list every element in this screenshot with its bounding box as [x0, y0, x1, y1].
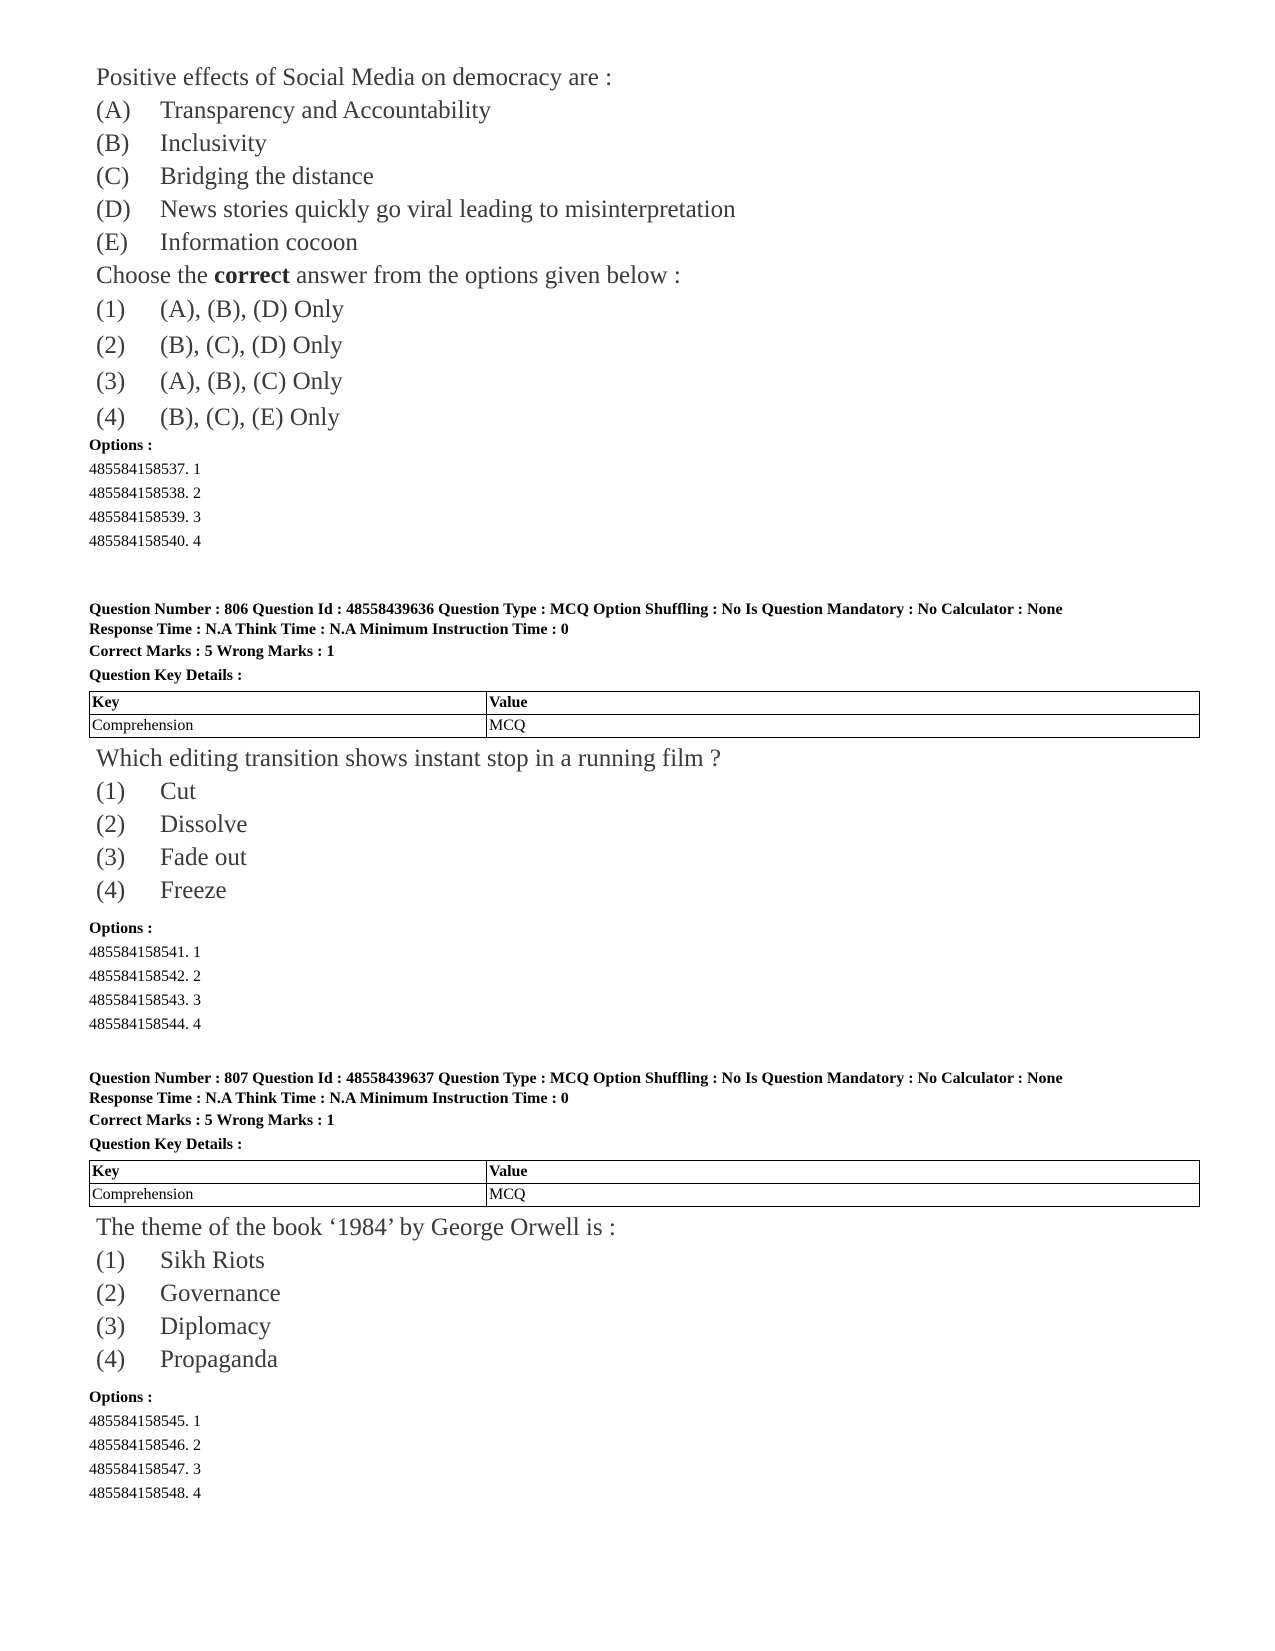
choice-4: (4) (B), (C), (E) Only [96, 404, 340, 431]
question-807-meta [89, 1069, 1063, 1157]
question-meta-line-2: Response Time : N.A Think Time : N.A Minimum Instruction Time : 0 [89, 621, 569, 638]
statement-e: (E) Information cocoon [96, 229, 358, 256]
key-details-heading: Question Key Details : [89, 1136, 243, 1153]
choice-3: (3) Fade out [96, 844, 247, 871]
options-heading: Options : [89, 437, 153, 454]
table-header-row [90, 692, 1200, 715]
question-meta-line-1: Question Number : 807 Question Id : 48558439637 Question Type : MCQ Option Shuffling : No Is Question Mandatory : No Calculator : None [89, 1070, 1063, 1087]
statement-b: (B) Inclusivity [96, 130, 267, 157]
marks-line: Correct Marks : 5 Wrong Marks : 1 [89, 643, 335, 660]
option-item: 485584158539. 3 [89, 509, 201, 526]
table-header-row [90, 1161, 1200, 1184]
table-cell-value: MCQ [487, 715, 1200, 738]
table-header-value: Value [487, 692, 1200, 715]
question-stem: The theme of the book ‘1984’ by George Orwell is : [96, 1214, 616, 1241]
choice-4: (4) Propaganda [96, 1346, 279, 1373]
question-meta-line-2: Response Time : N.A Think Time : N.A Minimum Instruction Time : 0 [89, 1090, 569, 1107]
question-meta-line-1: Question Number : 806 Question Id : 48558439636 Question Type : MCQ Option Shuffling : No Is Question Mandatory : No Calculator : None [89, 601, 1063, 618]
question-stem: Which editing transition shows instant stop in a running film ? [96, 745, 721, 772]
choice-4: (4) Freeze [96, 877, 227, 904]
question-807-image [96, 1211, 616, 1376]
option-item: 485584158537. 1 [89, 461, 201, 478]
options-list-806 [89, 917, 201, 1037]
table-cell-value: MCQ [487, 1184, 1200, 1207]
choose-instruction: Choose the correct answer from the options given below : [96, 262, 681, 289]
table-row [90, 715, 1200, 738]
options-list-807 [89, 1386, 201, 1506]
question-806-meta [89, 600, 1063, 688]
question-806-image [96, 742, 721, 907]
option-item: 485584158540. 4 [89, 533, 201, 550]
choice-3: (3) Diplomacy [96, 1313, 272, 1340]
table-header-value: Value [487, 1161, 1200, 1184]
table-cell-key: Comprehension [90, 1184, 487, 1207]
choice-1: (1) (A), (B), (D) Only [96, 296, 344, 323]
question-stem: Positive effects of Social Media on democracy are : [96, 64, 613, 91]
option-item: 485584158544. 4 [89, 1016, 201, 1033]
choice-1: (1) Cut [96, 778, 197, 805]
choice-2: (2) Governance [96, 1280, 281, 1307]
choice-3: (3) (A), (B), (C) Only [96, 368, 343, 395]
option-item: 485584158538. 2 [89, 485, 201, 502]
option-item: 485584158548. 4 [89, 1485, 201, 1502]
table-cell-key: Comprehension [90, 715, 487, 738]
option-item: 485584158542. 2 [89, 968, 201, 985]
statement-d: (D) News stories quickly go viral leading to misinterpretation [96, 196, 736, 223]
question-key-table-806 [89, 691, 1200, 738]
choice-1: (1) Sikh Riots [96, 1247, 265, 1274]
option-item: 485584158543. 3 [89, 992, 201, 1009]
table-header-key: Key [90, 1161, 487, 1184]
choice-2: (2) (B), (C), (D) Only [96, 332, 343, 359]
marks-line: Correct Marks : 5 Wrong Marks : 1 [89, 1112, 335, 1129]
statement-a: (A) Transparency and Accountability [96, 97, 491, 124]
options-heading: Options : [89, 920, 153, 937]
option-item: 485584158545. 1 [89, 1413, 201, 1430]
question-key-table-807 [89, 1160, 1200, 1207]
options-list-805 [89, 434, 201, 554]
option-item: 485584158547. 3 [89, 1461, 201, 1478]
table-header-key: Key [90, 692, 487, 715]
options-heading: Options : [89, 1389, 153, 1406]
option-item: 485584158546. 2 [89, 1437, 201, 1454]
table-row [90, 1184, 1200, 1207]
option-item: 485584158541. 1 [89, 944, 201, 961]
question-805-image [96, 61, 736, 436]
key-details-heading: Question Key Details : [89, 667, 243, 684]
choice-2: (2) Dissolve [96, 811, 248, 838]
statement-c: (C) Bridging the distance [96, 163, 374, 190]
